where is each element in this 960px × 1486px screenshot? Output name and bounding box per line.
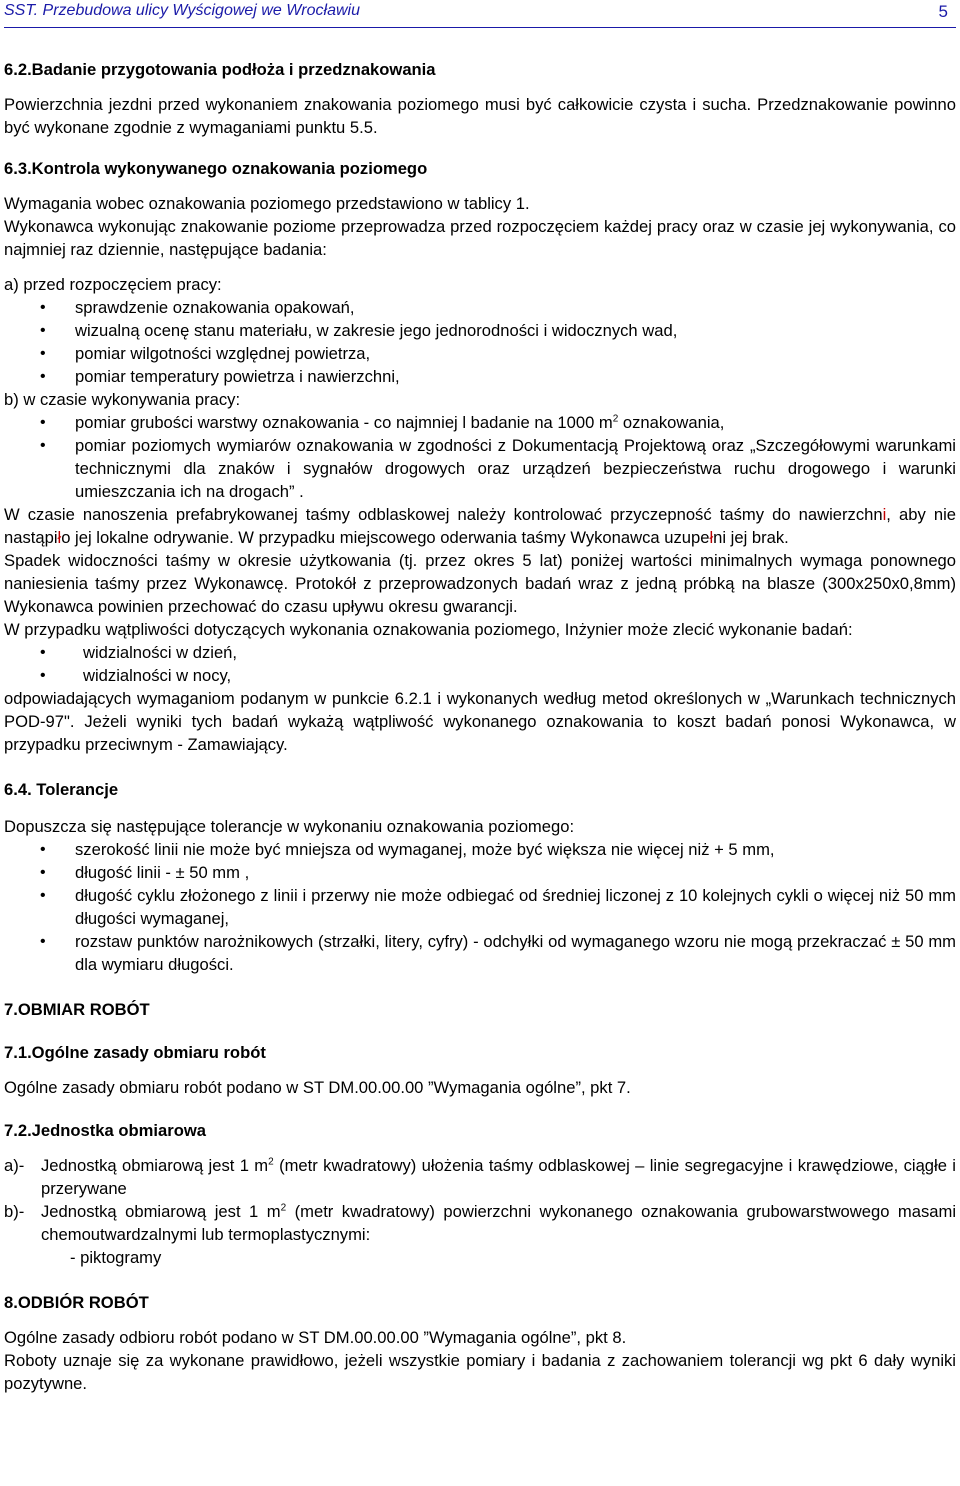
document-title: SST. Przebudowa ulicy Wyścigowej we Wrocławiu xyxy=(4,2,360,19)
list-item xyxy=(4,411,956,434)
list-item: • sprawdzenie oznakowania opakowań, xyxy=(4,296,956,319)
list-item: • rozstaw punktów narożnikowych (strzałki, litery, cyfry) - odchyłki od wymaganego wzoru nie mogą przekraczać ± 50 mm dla wymiaru długości. xyxy=(4,930,956,976)
item-text: (metr kwadratowy) powierzchni wykonanego oznakowania grubowarstwowego masami chemoutwardzalnymi lub termoplastycznymi: xyxy=(41,1202,957,1244)
list-item: • długość cyklu złożonego z linii i przerwy nie może odbiegać od średniej liczonej z 10 kolejnych cykli o więcej niż 50 mm długości wymaganej, xyxy=(4,884,956,930)
item-text: Jednostką obmiarową jest 1 m xyxy=(41,1156,269,1175)
text-run: i xyxy=(882,505,887,524)
item-text: oznakowania, xyxy=(618,413,725,432)
text-run: ni jej brak. xyxy=(713,528,789,547)
list-item: • widzialności w nocy, xyxy=(4,664,956,687)
section-heading-7-1: 7.1.Ogólne zasady obmiaru robót xyxy=(4,1043,266,1062)
bullet-list-b xyxy=(4,411,956,503)
section-heading-6-2: 6.2.Badanie przygotowania podłoża i przedznakowania xyxy=(4,60,436,79)
bullet-list-a xyxy=(4,296,956,388)
list-item: • widzialności w dzień, xyxy=(4,641,956,664)
section-heading-6-3: 6.3.Kontrola wykonywanego oznakowania poziomego xyxy=(4,159,428,178)
paragraph: Dopuszcza się następujące tolerancje w wykonaniu oznakowania poziomego: xyxy=(4,817,575,836)
bullet-list-visibility xyxy=(4,641,956,687)
list-label-a: a) przed rozpoczęciem pracy: xyxy=(4,275,222,294)
item-text: pomiar grubości warstwy oznakowania - co najmniej l badanie na 1000 m xyxy=(75,413,613,432)
text-run: W czasie nanoszenia prefabrykowanej taśmy odblaskowej należy kontrolować przyczepność taśmy do nawierzchn xyxy=(4,505,883,524)
enum-label: b)- xyxy=(4,1202,25,1221)
text-run: o jej lokalne odrywanie. W przypadku miejscowego oderwania taśmy Wykonawca uzupe xyxy=(61,528,710,547)
paragraph: Ogólne zasady obmiaru robót podano w ST DM.00.00.00 ”Wymagania ogólne”, pkt 7. xyxy=(4,1078,631,1097)
paragraph: odpowiadających wymaganiom podanym w punkcie 6.2.1 i wykonanych według metod określonych w „Warunkach technicznych POD-97". Jeżeli wyniki tych badań wykażą wątpliwość wykonanego oznakowania to koszt badań ponosi Wykonawca, w przypadku przeciwnym - Zamawiający. xyxy=(4,689,956,754)
superscript: 2 xyxy=(268,1156,274,1168)
text-run: ł xyxy=(57,528,62,547)
section-heading-6-4: 6.4. Tolerancje xyxy=(4,780,119,799)
paragraph: Ogólne zasady odbioru robót podano w ST DM.00.00.00 ”Wymagania ogólne”, pkt 8. xyxy=(4,1328,627,1347)
document-body xyxy=(4,58,956,1395)
sub-item: - piktogramy xyxy=(70,1248,162,1267)
text-run: , aby nie nastąpi xyxy=(4,505,957,547)
paragraph: Spadek widoczności taśmy w okresie użytkowania (tj. przez okres 5 lat) poniżej wartości minimalnych wymaga ponownego naniesienia taśmy przez Wykonawcę. Protokół z przeprowadzonych badań wraz z jedną próbką na blasze (300x250x0,8mm) Wykonawca powinien przechować do czasu upływu okresu gwarancji. xyxy=(4,551,956,616)
list-item: • długość linii - ± 50 mm , xyxy=(4,861,956,884)
list-item: • pomiar temperatury powietrza i nawierzchni, xyxy=(4,365,956,388)
item-text: Jednostką obmiarową jest 1 m xyxy=(41,1202,281,1221)
paragraph-tape xyxy=(4,503,956,549)
bullet-list-tolerances xyxy=(4,838,956,976)
enum-label: a)- xyxy=(4,1156,25,1175)
superscript: 2 xyxy=(612,413,619,425)
paragraph: Roboty uznaje się za wykonane prawidłowo, jeżeli wszystkie pomiary i badania z zachowaniem tolerancji wg pkt 6 dały wyniki pozytywne. xyxy=(4,1351,956,1393)
section-heading-7-2: 7.2.Jednostka obmiarowa xyxy=(4,1121,206,1140)
item-text: (metr kwadratowy) ułożenia taśmy odblaskowej – linie segregacyjne i krawędziowe, ciągłe i przerywane xyxy=(41,1156,956,1198)
text-run: ł xyxy=(709,528,714,547)
superscript: 2 xyxy=(280,1202,287,1214)
section-heading-7: 7.OBMIAR ROBÓT xyxy=(4,1000,150,1019)
list-item: • szerokość linii nie może być mniejsza od wymaganej, może być większa nie więcej niż + 5 mm, xyxy=(4,838,956,861)
list-item: • wizualną ocenę stanu materiału, w zakresie jego jednorodności i widocznych wad, xyxy=(4,319,956,342)
enum-item-b xyxy=(4,1200,956,1246)
list-label-b: b) w czasie wykonywania pracy: xyxy=(4,390,241,409)
list-item: • pomiar wilgotności względnej powietrza, xyxy=(4,342,956,365)
paragraph: W przypadku wątpliwości dotyczących wykonania oznakowania poziomego, Inżynier może zlecić wykonanie badań: xyxy=(4,620,853,639)
list-item: • pomiar poziomych wymiarów oznakowania w zgodności z Dokumentacją Projektową oraz „Szczegółowymi warunkami technicznymi dla znaków i sygnałów drogowych oraz urządzeń bezpieczeństwa ruchu drogowego i warunki umieszczania ich na drogach” . xyxy=(4,434,956,503)
page-number: 5 xyxy=(938,2,948,21)
section-heading-8: 8.ODBIÓR ROBÓT xyxy=(4,1293,149,1312)
paragraph: Powierzchnia jezdni przed wykonaniem znakowania poziomego musi być całkowicie czysta i sucha. Przedznakowanie powinno być wykonane zgodnie z wymaganiami punktu 5.5. xyxy=(4,95,956,137)
page-header xyxy=(4,0,956,24)
header-rule xyxy=(4,27,956,28)
paragraph: Wykonawca wykonując znakowanie poziome przeprowadza przed rozpoczęciem każdej pracy oraz w czasie jej wykonywania, co najmniej raz dziennie, następujące badania: xyxy=(4,217,956,259)
paragraph: Wymagania wobec oznakowania poziomego przedstawiono w tablicy 1. xyxy=(4,194,530,213)
enum-item-a xyxy=(4,1154,956,1200)
